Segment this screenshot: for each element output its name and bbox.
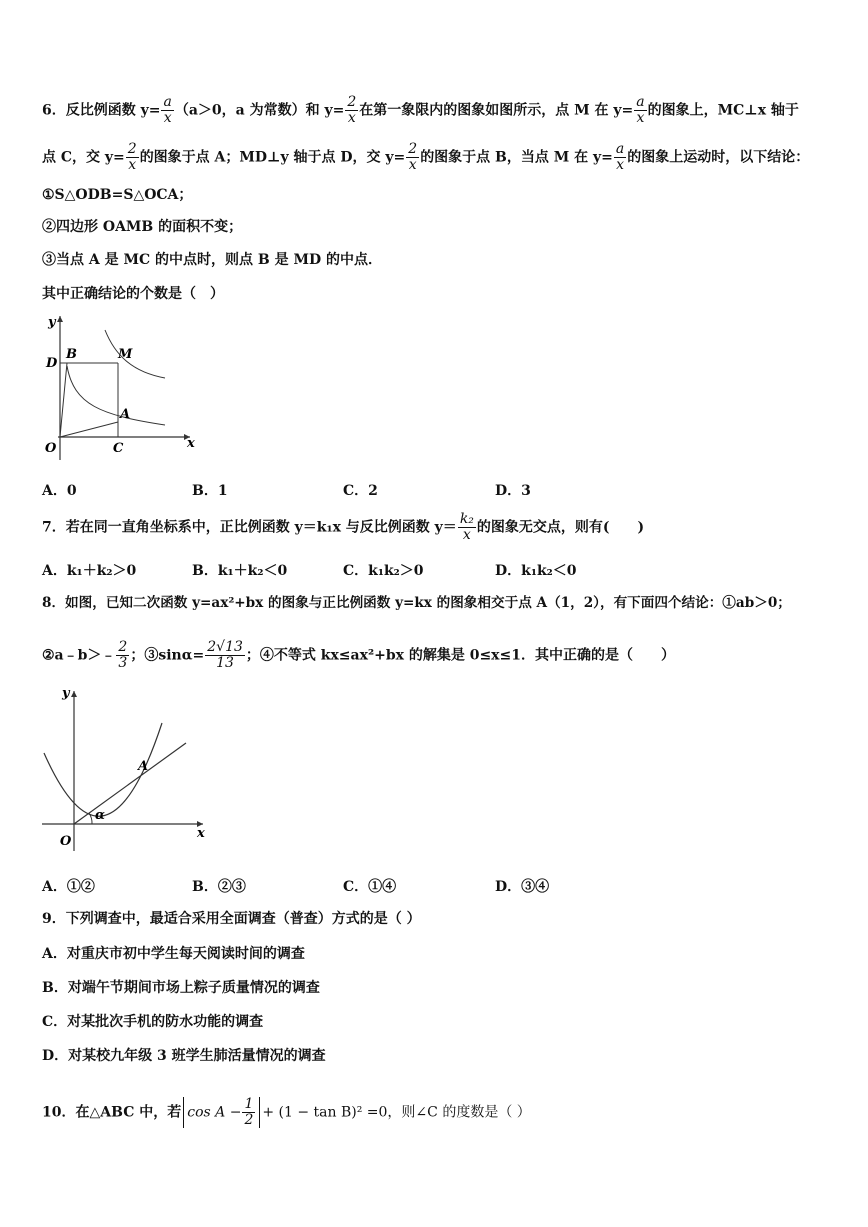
curve-a-over-x <box>105 330 165 378</box>
label-C: C <box>113 441 124 456</box>
q6-question: 其中正确结论的个数是（ ） <box>42 286 224 302</box>
q8-graph <box>38 683 218 853</box>
label-x: x <box>197 826 205 841</box>
fraction: $\frac{1}{2}$ <box>244 1096 254 1128</box>
label-O: O <box>45 441 57 456</box>
q6-option-a[interactable]: A．0 <box>42 483 77 499</box>
line-kx <box>74 743 186 824</box>
label-A: A <box>138 759 149 774</box>
fraction: $\frac{a}{x}$ <box>636 94 645 126</box>
q8-option-c[interactable]: C．①④ <box>343 879 397 895</box>
q7-option-d[interactable]: D．k₁k₂＜0 <box>495 563 577 579</box>
q6-conclusion-1: ①S△ODB=S△OCA； <box>42 187 193 203</box>
q9-option-a[interactable]: A．对重庆市初中学生每天阅读时间的调查 <box>42 946 305 962</box>
label-D: D <box>46 356 58 371</box>
label-A: A <box>120 407 131 422</box>
label-x: x <box>187 436 195 451</box>
q7-option-a[interactable]: A．k₁＋k₂＞0 <box>42 563 137 579</box>
q6-conclusion-2: ②四边形 OAMB 的面积不变； <box>42 219 243 235</box>
fraction: $\frac{a}{x}$ <box>163 94 172 126</box>
label-y: y <box>48 315 56 330</box>
q7-option-c[interactable]: C．k₁k₂＞0 <box>343 563 424 579</box>
q6-option-c[interactable]: C．2 <box>343 483 378 499</box>
q8-line-2: ②a﹣b＞﹣ $\frac{2}{3}$ ；③sinα= $\frac{2√13}{13}$ ；④不等式 kx≤ax²+bx 的解集是 0≤x≤1．其中正确的是（ ） <box>42 639 675 671</box>
fraction: $\frac{a}{x}$ <box>615 141 625 173</box>
q10-stem: 10．在△ABC 中，若 cos A − $\frac{1}{2}$ + (1 − tan B)² =0，则∠C 的度数是（ ） <box>42 1096 531 1128</box>
q7-option-b[interactable]: B．k₁＋k₂＜0 <box>192 563 288 579</box>
q8-line-1: 8．如图，已知二次函数 y=ax²+bx 的图象与正比例函数 y=kx 的图象相交于点 A（1，2），有下面四个结论：①ab＞0； <box>42 595 791 611</box>
q7-stem: 7．若在同一直角坐标系中，正比例函数 y＝k₁x 与反比例函数 y＝ $\frac{\text{k₂}}{x}$ 的图象无交点，则有( ) <box>42 511 645 543</box>
q9-option-b[interactable]: B．对端午节期间市场上粽子质量情况的调查 <box>42 980 320 996</box>
q6-graph <box>40 310 200 460</box>
label-M: M <box>118 347 133 362</box>
fraction: $\frac{2}{x}$ <box>408 141 418 173</box>
fraction: $\frac{2}{3}$ <box>118 639 128 671</box>
label-O: O <box>60 834 72 849</box>
q6-option-d[interactable]: D．3 <box>495 483 531 499</box>
fraction: $\frac{\text{k₂}}{x}$ <box>459 511 474 543</box>
q6-line-2: 点 C，交 y= $\frac{2}{x}$ 的图象于点 A；MD⊥y 轴于点 D，交 y= $\frac{2}{x}$ 的图象于点 B，当点 M 在 y= $\frac{a}{x}$ 的图象上运动时，以下结论： <box>42 141 810 173</box>
q8-option-d[interactable]: D．③④ <box>495 879 550 895</box>
q9-option-c[interactable]: C．对某批次手机的防水功能的调查 <box>42 1014 264 1030</box>
label-B: B <box>66 347 77 362</box>
label-y: y <box>62 686 70 701</box>
fraction: $\frac{2}{x}$ <box>347 94 357 126</box>
label-alpha: α <box>95 808 106 823</box>
q9-option-d[interactable]: D．对某校九年级 3 班学生肺活量情况的调查 <box>42 1048 326 1064</box>
q6-option-b[interactable]: B．1 <box>192 483 228 499</box>
q8-option-a[interactable]: A．①② <box>42 879 95 895</box>
q6-conclusion-3: ③当点 A 是 MC 的中点时，则点 B 是 MD 的中点． <box>42 252 382 268</box>
fraction: $\frac{2√13}{13}$ <box>207 639 243 671</box>
q6-line-1: 6．反比例函数 y= $\frac{a}{x}$ （a＞0，a 为常数）和 y= $\frac{2}{x}$ 在第一象限内的图象如图所示，点 M 在 y= $\frac{a}{x}$ 的图象上，MC⊥x 轴于 <box>42 94 799 126</box>
curve-2-over-x <box>67 366 165 425</box>
fraction: $\frac{2}{x}$ <box>127 141 137 173</box>
absolute-value: cos A − $\frac{1}{2}$ <box>183 1097 260 1128</box>
q9-stem: 9．下列调查中，最适合采用全面调查（普查）方式的是（ ） <box>42 911 421 927</box>
q8-option-b[interactable]: B．②③ <box>192 879 246 895</box>
